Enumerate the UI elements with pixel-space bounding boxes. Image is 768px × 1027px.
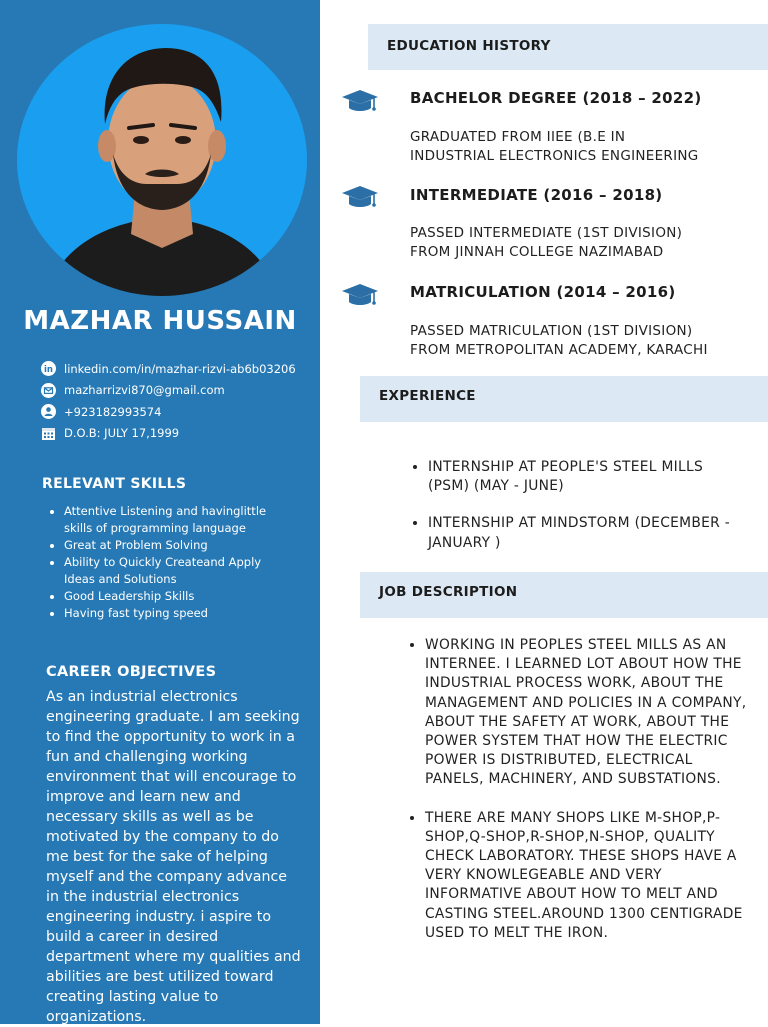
education-entry-title: INTERMEDIATE (2016 – 2018) — [410, 186, 663, 204]
contact-linkedin[interactable] — [41, 358, 296, 380]
experience-title: EXPERIENCE — [379, 388, 476, 404]
list-item: • WORKING IN PEOPLES STEEL MILLS AS AN INTERNEE. I LEARNED LOT ABOUT HOW THE INDUSTRIAL PROCESS WORK, ABOUT THE MANAGEMENT AND POLICIES IN A COMPANY, ABOUT THE SAFETY AT WORK, ABOUT THE POWER SYSTEM THAT HOW THE ELECTRIC POWER IS DISTRIBUTED, ELECTRICAL PANELS, MACHINERY, AND SUBSTATIONS. — [425, 636, 755, 790]
education-entry-title: BACHELOR DEGREE (2018 – 2022) — [410, 89, 702, 107]
svg-text:in: in — [44, 365, 53, 376]
career-title: CAREER OBJECTIVES — [46, 664, 217, 680]
desc-line: PASSED MATRICULATION (1ST DIVISION) — [410, 323, 693, 339]
email-text[interactable]: mazharrizvi870@gmail.com — [64, 383, 225, 398]
education-entry-desc — [410, 128, 750, 166]
profile-photo — [17, 24, 307, 296]
desc-line: INDUSTRIAL ELECTRONICS ENGINEERING — [410, 148, 699, 164]
graduation-cap-icon — [340, 88, 380, 114]
sidebar — [0, 0, 320, 1024]
education-header — [368, 24, 768, 70]
experience-header — [360, 376, 768, 422]
person-name: MAZHAR HUSSAIN — [23, 306, 297, 336]
education-entry-title: MATRICULATION (2014 – 2016) — [410, 283, 676, 301]
list-item: • Good Leadership Skills — [64, 588, 294, 605]
calendar-icon — [41, 426, 56, 441]
desc-line: FROM JINNAH COLLEGE NAZIMABAD — [410, 244, 664, 260]
job-title: JOB DESCRIPTION — [379, 584, 518, 600]
desc-line: FROM METROPOLITAN ACADEMY, KARACHI — [410, 342, 708, 358]
list-item: • INTERNSHIP AT PEOPLE'S STEEL MILLS (PSM) (MAY - JUNE) — [428, 458, 748, 496]
education-title: EDUCATION HISTORY — [387, 38, 551, 54]
list-item: • Attentive Listening and havinglittle skills of programming language — [64, 503, 294, 537]
linkedin-text[interactable]: linkedin.com/in/mazhar-rizvi-ab6b03206 — [64, 361, 296, 376]
portrait-illustration — [17, 24, 307, 296]
skills-list — [46, 503, 294, 622]
contact-phone — [41, 401, 296, 423]
dob-text: D.O.B: JULY 17,1999 — [64, 426, 180, 441]
graduation-cap-icon — [340, 282, 380, 308]
linkedin-icon — [41, 361, 56, 376]
list-item: • INTERNSHIP AT MINDSTORM (DECEMBER - JANUARY ) — [428, 514, 748, 552]
experience-list — [410, 458, 748, 553]
list-item: • Ability to Quickly Createand Apply Ideas and Solutions — [64, 554, 294, 588]
education-entry-desc — [410, 322, 750, 360]
contact-email[interactable] — [41, 380, 296, 402]
contact-list — [41, 358, 296, 444]
skills-title: RELEVANT SKILLS — [42, 476, 187, 492]
career-text: As an industrial electronics engineering graduate. I am seeking to find the opportunity to work in a fun and challenging working environment that will encourage to improve and learn new and necessary skills as well as be motivated by the company to do me best for the sake of helping myself and the company advance in the industrial electronics engineering industry. i aspire to build a career in desired department where my qualities and abilities are best utilized toward creating lasting value to organizations. — [46, 689, 301, 1025]
person-icon — [41, 404, 56, 419]
list-item: • Having fast typing speed — [64, 605, 294, 622]
job-header — [360, 572, 768, 618]
desc-line: GRADUATED FROM IIEE (B.E IN — [410, 129, 626, 145]
phone-text: +923182993574 — [64, 404, 162, 419]
list-item: • THERE ARE MANY SHOPS LIKE M-SHOP,P-SHOP,Q-SHOP,R-SHOP,N-SHOP, QUALITY CHECK LABORATORY. THESE SHOPS HAVE A VERY KNOWLEGEABLE AND VERY INFORMATIVE ABOUT HOW TO MELT AND CASTING STEEL.AROUND 1300 CENTIGRADE USED TO MELT THE IRON. — [425, 809, 755, 943]
education-entry-desc — [410, 224, 750, 262]
job-list — [407, 636, 755, 943]
email-icon — [41, 383, 56, 398]
contact-dob — [41, 423, 296, 445]
list-item: • Great at Problem Solving — [64, 537, 294, 554]
desc-line: PASSED INTERMEDIATE (1ST DIVISION) — [410, 225, 683, 241]
graduation-cap-icon — [340, 184, 380, 210]
